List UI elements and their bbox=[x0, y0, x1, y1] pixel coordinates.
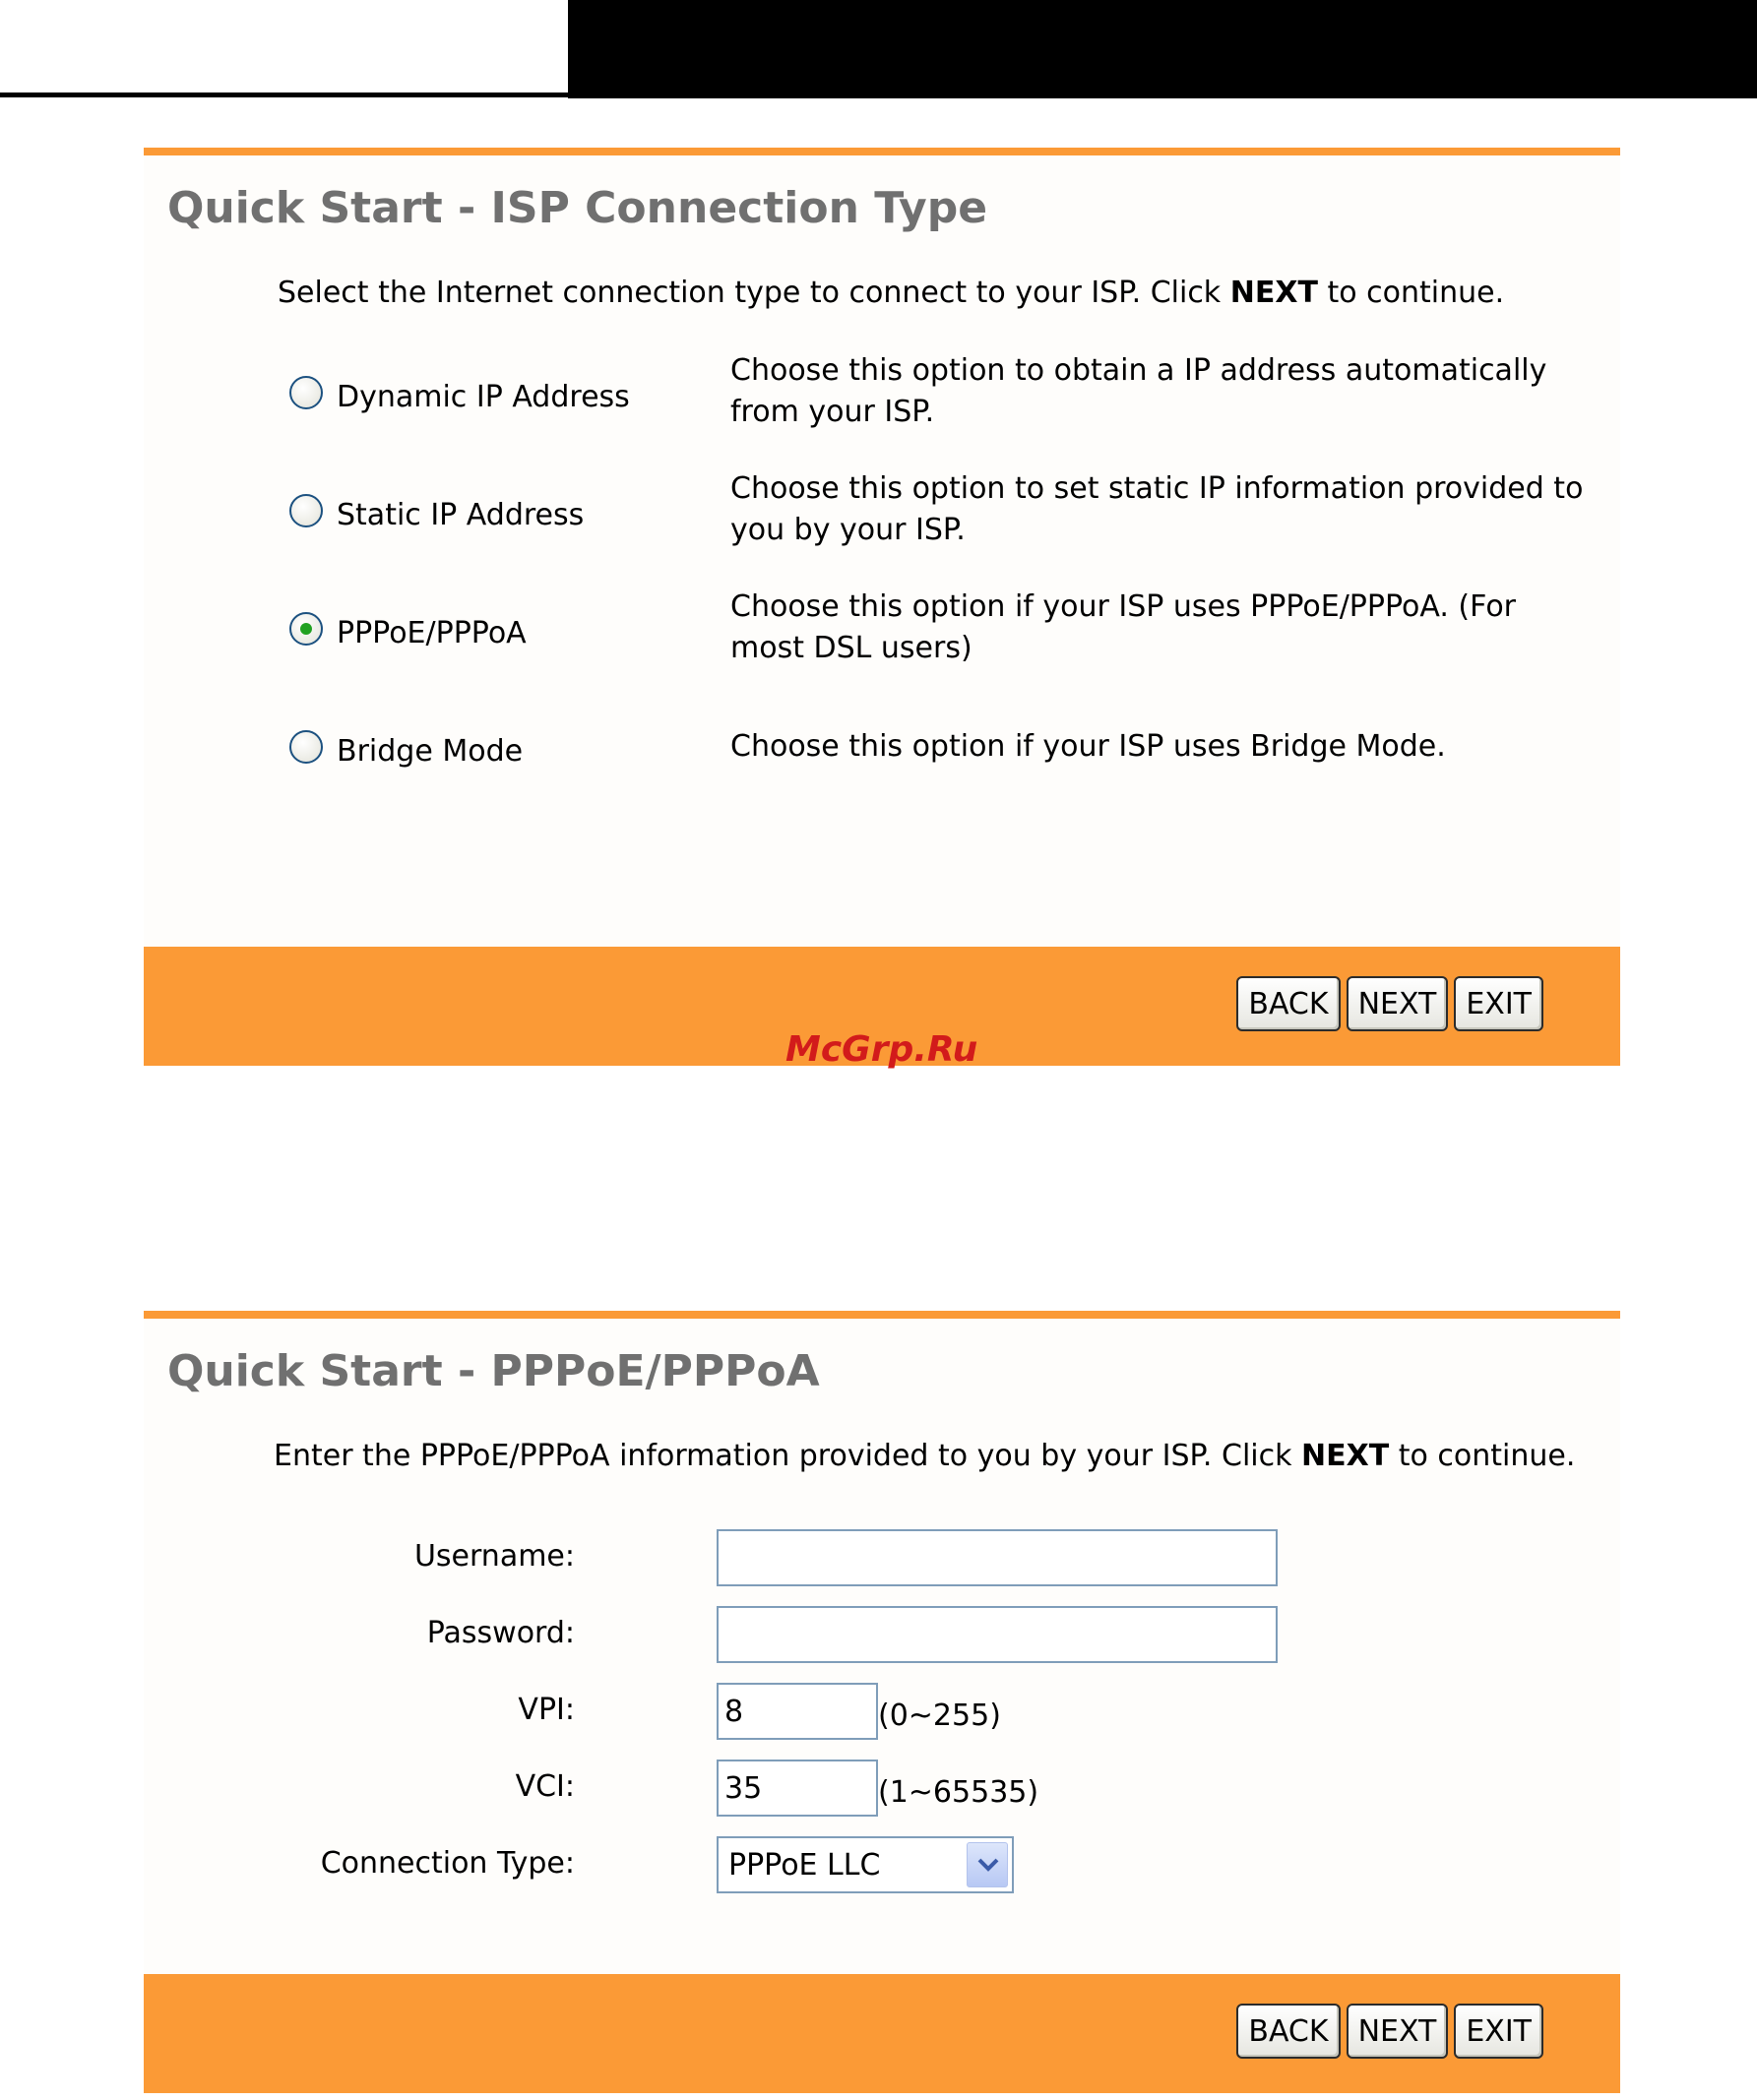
exit-button[interactable]: EXIT bbox=[1454, 2004, 1543, 2059]
instructions-text-part: Select the Internet connection type to connect to your ISP. Click bbox=[278, 276, 1230, 310]
vci-label: VCI: bbox=[515, 1769, 575, 1804]
connection-type-select[interactable] bbox=[717, 1836, 1014, 1893]
instructions-text bbox=[278, 276, 1504, 310]
password-label: Password: bbox=[426, 1616, 575, 1650]
bridge-mode-radio-button[interactable] bbox=[289, 730, 323, 764]
pppoe-label: PPPoE/PPPoA bbox=[337, 616, 527, 650]
isp-connection-type-panel bbox=[144, 148, 1620, 1066]
static-ip-description: Choose this option to set static IP information provided to you by your ISP. bbox=[730, 471, 1584, 547]
pppoe-description: Choose this option if your ISP uses PPPoE/PPPoA. (For most DSL users) bbox=[730, 589, 1517, 665]
pppoe-radio-button[interactable] bbox=[289, 612, 323, 646]
instructions-bold-next: NEXT bbox=[1301, 1439, 1390, 1473]
watermark-text: McGrp.Ru bbox=[785, 1029, 978, 1070]
button-bar bbox=[144, 1974, 1620, 2093]
connection-type-value: PPPoE LLC bbox=[728, 1848, 881, 1883]
static-ip-label: Static IP Address bbox=[337, 498, 585, 532]
bridge-mode-label: Bridge Mode bbox=[337, 734, 524, 769]
nav-button-group bbox=[1236, 2004, 1543, 2059]
pppoe-settings-panel bbox=[144, 1311, 1620, 2094]
header-black-bar bbox=[568, 0, 1745, 98]
connection-type-label: Connection Type: bbox=[320, 1846, 575, 1881]
vpi-range-hint: (0~255) bbox=[878, 1699, 1001, 1733]
next-button[interactable]: NEXT bbox=[1347, 2004, 1449, 2059]
nav-button-group bbox=[1236, 976, 1543, 1031]
static-ip-radio-button[interactable] bbox=[289, 494, 323, 527]
dynamic-ip-radio-button[interactable] bbox=[289, 376, 323, 409]
panel-top-rule bbox=[144, 148, 1620, 155]
password-input[interactable] bbox=[717, 1606, 1278, 1663]
page-title: Quick Start - PPPoE/PPPoA bbox=[167, 1346, 820, 1396]
chevron-down-icon[interactable] bbox=[967, 1842, 1008, 1887]
instructions-text-part: to continue. bbox=[1389, 1439, 1576, 1473]
username-label: Username: bbox=[413, 1539, 575, 1574]
vpi-label: VPI: bbox=[518, 1693, 575, 1727]
back-button[interactable]: BACK bbox=[1236, 976, 1340, 1031]
next-button[interactable]: NEXT bbox=[1347, 976, 1449, 1031]
instructions-text-part: Enter the PPPoE/PPPoA information provided to you by your ISP. Click bbox=[274, 1439, 1302, 1473]
exit-button[interactable]: EXIT bbox=[1454, 976, 1543, 1031]
bridge-mode-description: Choose this option if your ISP uses Bridge Mode. bbox=[730, 729, 1446, 764]
dynamic-ip-description: Choose this option to obtain a IP address automatically from your ISP. bbox=[730, 353, 1547, 429]
instructions-bold-next: NEXT bbox=[1229, 276, 1318, 310]
vpi-input[interactable] bbox=[717, 1683, 878, 1740]
instructions-text bbox=[274, 1439, 1575, 1473]
vci-input[interactable] bbox=[717, 1760, 878, 1817]
header-black-edge bbox=[1745, 0, 1757, 98]
panel-top-rule bbox=[144, 1311, 1620, 1319]
back-button[interactable]: BACK bbox=[1236, 2004, 1340, 2059]
page-title: Quick Start - ISP Connection Type bbox=[167, 183, 988, 233]
dynamic-ip-label: Dynamic IP Address bbox=[337, 380, 630, 414]
vci-range-hint: (1~65535) bbox=[878, 1775, 1039, 1810]
instructions-text-part: to continue. bbox=[1317, 276, 1505, 310]
username-input[interactable] bbox=[717, 1529, 1278, 1586]
header-underline bbox=[0, 93, 568, 97]
